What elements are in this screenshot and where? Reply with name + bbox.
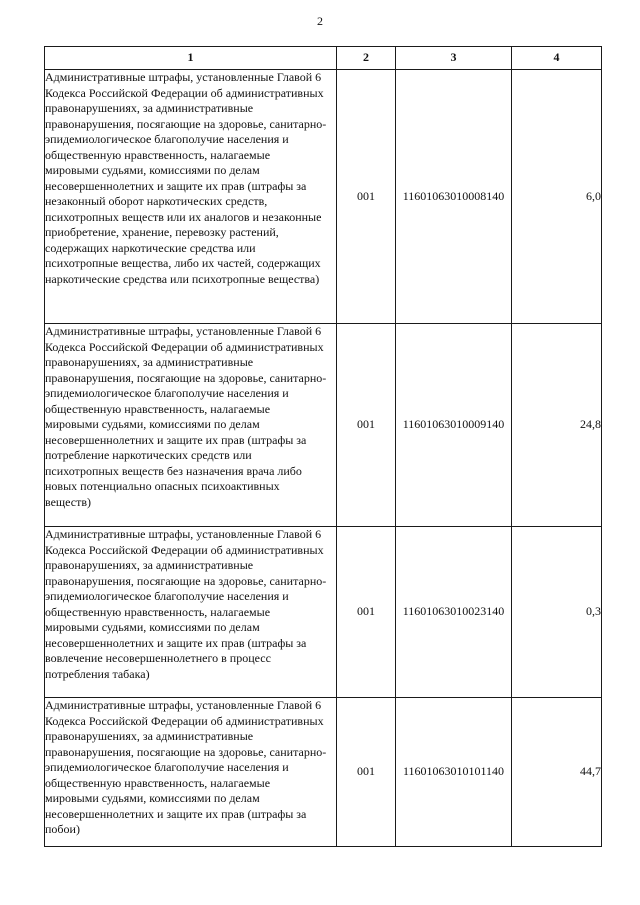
budget-code-cell: 11601063010101140	[396, 698, 512, 847]
budget-code-cell: 11601063010009140	[396, 324, 512, 527]
admin-code-cell: 001	[337, 698, 396, 847]
description-line: побои)	[45, 822, 80, 836]
description-line: наркотические средства или психотропные вещества)	[45, 271, 320, 286]
amount-cell: 0,3	[512, 527, 602, 698]
description-line: правонарушениях, за административные	[45, 101, 254, 115]
table-row	[45, 70, 602, 324]
budget-code-cell: 11601063010023140	[396, 527, 512, 698]
description-line: психотропных веществ без назначения врача либо	[45, 463, 302, 478]
description-line: мировыми судьями, комиссиями по делам	[45, 163, 260, 177]
description-line: общественную нравственность, налагаемые	[45, 401, 271, 416]
page-number: 2	[317, 14, 323, 28]
table-row	[45, 698, 602, 847]
description-line: потребления табака)	[45, 666, 150, 681]
description-line: несовершеннолетних и защите их прав (штрафы за	[45, 432, 307, 447]
fine-description	[45, 324, 337, 527]
description-line: Кодекса Российской Федерации об административных	[45, 542, 324, 557]
description-line: Кодекса Российской Федерации об административных	[45, 339, 324, 354]
table-row	[45, 527, 602, 698]
description-line: правонарушения, посягающие на здоровье, санитарно-	[45, 116, 327, 131]
amount-cell: 24,8	[512, 324, 602, 527]
description-line: несовершеннолетних и защите их прав (штрафы за	[45, 178, 307, 193]
description-line: Административные штрафы, установленные Главой 6	[45, 698, 322, 712]
description-line: несовершеннолетних и защите их прав (штрафы за	[45, 635, 307, 650]
description-line: общественную нравственность, налагаемые	[45, 775, 271, 790]
fine-description	[45, 527, 337, 698]
admin-code-cell: 001	[337, 324, 396, 527]
budget-code-cell: 11601063010008140	[396, 70, 512, 324]
description-line: мировыми судьями, комиссиями по делам	[45, 791, 260, 805]
description-line: потребление наркотических средств или	[45, 448, 252, 462]
description-line: Административные штрафы, установленные Главой 6	[45, 70, 322, 84]
description-line: мировыми судьями, комиссиями по делам	[45, 417, 260, 431]
description-line: Кодекса Российской Федерации об административных	[45, 713, 324, 728]
fine-description	[45, 70, 337, 324]
revenue-table	[44, 46, 602, 847]
amount-cell: 44,7	[512, 698, 602, 847]
description-line: приобретение, хранение, перевозку растений,	[45, 225, 279, 239]
description-line: эпидемиологическое благополучие населения и	[45, 386, 289, 400]
description-line: Административные штрафы, установленные Главой 6	[45, 527, 322, 541]
table-header-row	[45, 47, 602, 70]
column-header-3: 3	[396, 47, 512, 70]
table-row	[45, 324, 602, 527]
description-line: эпидемиологическое благополучие населения и	[45, 589, 289, 603]
admin-code-cell: 001	[337, 70, 396, 324]
amount-cell: 6,0	[512, 70, 602, 324]
description-line: правонарушения, посягающие на здоровье, санитарно-	[45, 370, 327, 385]
description-line: вовлечение несовершеннолетнего в процесс	[45, 651, 271, 665]
fine-description	[45, 698, 337, 847]
description-line: правонарушения, посягающие на здоровье, санитарно-	[45, 573, 327, 588]
description-line: правонарушениях, за административные	[45, 729, 254, 743]
column-header-4: 4	[512, 47, 602, 70]
description-line: эпидемиологическое благополучие населения и	[45, 760, 289, 774]
description-line: правонарушениях, за административные	[45, 558, 254, 572]
description-line: содержащих наркотические средства или	[45, 240, 256, 255]
column-header-1: 1	[45, 47, 337, 70]
description-line: правонарушениях, за административные	[45, 355, 254, 369]
description-line: правонарушения, посягающие на здоровье, санитарно-	[45, 744, 327, 759]
description-line: новых потенциально опасных психоактивных	[45, 479, 280, 493]
description-line: мировыми судьями, комиссиями по делам	[45, 620, 260, 634]
description-line: веществ)	[45, 494, 92, 509]
description-line: психотропных веществ или их аналогов и незаконные	[45, 209, 322, 224]
admin-code-cell: 001	[337, 527, 396, 698]
description-line: психотропные вещества, либо их частей, содержащих	[45, 256, 321, 270]
description-line: несовершеннолетних и защите их прав (штрафы за	[45, 806, 307, 821]
description-line: Административные штрафы, установленные Главой 6	[45, 324, 322, 338]
description-line: эпидемиологическое благополучие населения и	[45, 132, 289, 146]
description-line: общественную нравственность, налагаемые	[45, 604, 271, 619]
description-line: Кодекса Российской Федерации об административных	[45, 85, 324, 100]
description-line: общественную нравственность, налагаемые	[45, 147, 271, 162]
column-header-2: 2	[337, 47, 396, 70]
description-line: незаконный оборот наркотических средств,	[45, 194, 268, 208]
